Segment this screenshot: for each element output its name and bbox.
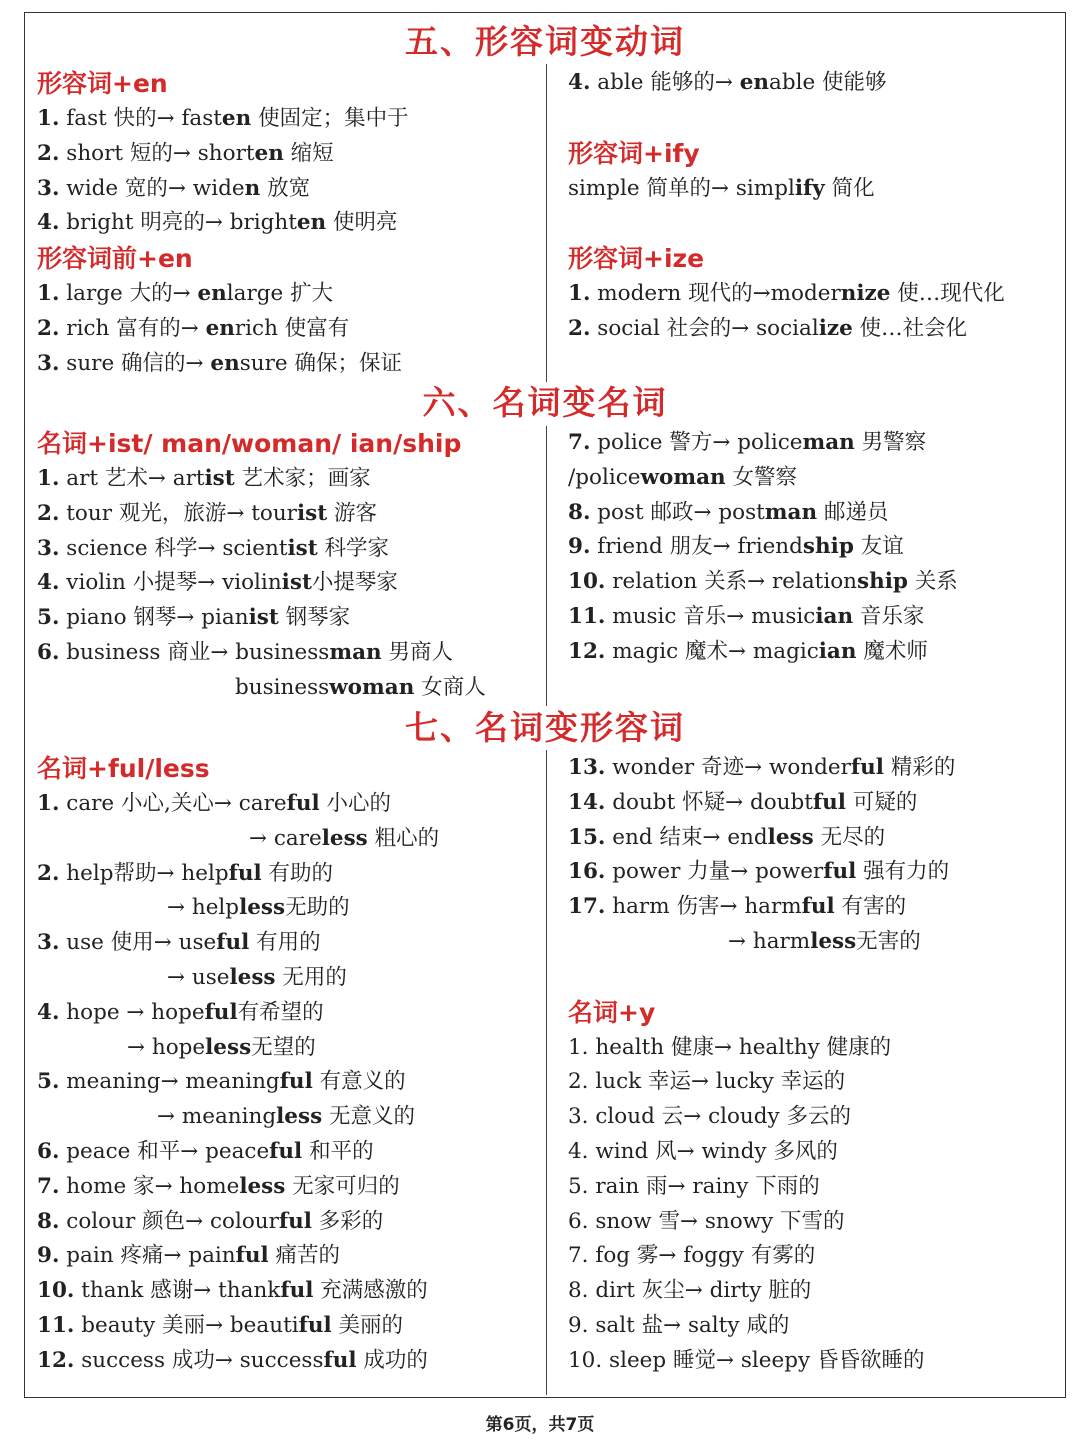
word-entry-continued: → careless 粗心的 [249, 825, 440, 851]
word-entry-continued: → useless 无用的 [167, 964, 347, 990]
column-divider [546, 750, 547, 1395]
word-entry: 10. relation 关系→ relationship 关系 [568, 569, 958, 595]
word-entry-continued: businesswoman 女商人 [235, 674, 486, 700]
word-entry: 1. fast 快的→ fasten 使固定；集中于 [37, 106, 409, 131]
word-entry-continued: → helpless无助的 [167, 895, 350, 921]
rule-heading: 形容词+en [37, 69, 168, 98]
word-entry: 11. beauty 美丽→ beautiful 美丽的 [37, 1312, 404, 1338]
word-entry: 10. sleep 睡觉→ sleepy 昏昏欲睡的 [568, 1347, 925, 1373]
word-entry: 2. luck 幸运→ lucky 幸运的 [568, 1069, 846, 1095]
section5-right-column [568, 66, 1063, 347]
spacer [568, 960, 1063, 995]
section-title: 五、形容词变动词 [405, 22, 685, 61]
word-entry: simple 简单的→ simplify 简化 [568, 175, 875, 201]
spacer [568, 206, 1063, 241]
word-entry: 1. health 健康→ healthy 健康的 [568, 1034, 892, 1060]
word-entry: 8. post 邮政→ postman 邮递员 [568, 499, 889, 525]
rule-heading: 名词+y [568, 997, 656, 1027]
word-entry: 4. wind 风→ windy 多风的 [568, 1138, 838, 1164]
section-title: 六、名词变名词 [422, 383, 668, 422]
word-entry: 9. friend 朋友→ friendship 友谊 [568, 534, 904, 560]
section5-left-column [37, 66, 542, 382]
word-entry: 1. modern 现代的→modernize 使…现代化 [568, 281, 1005, 307]
word-entry: 4. hope → hopeful有希望的 [37, 999, 324, 1025]
section7-left-column [37, 751, 542, 1379]
word-entry: 14. doubt 怀疑→ doubtful 可疑的 [568, 789, 918, 815]
word-entry: 17. harm 伤害→ harmful 有害的 [568, 894, 907, 920]
word-entry: 1. art 艺术→ artist 艺术家；画家 [37, 466, 371, 491]
word-entry-continued: /policewoman 女警察 [568, 464, 797, 490]
word-entry: 2. tour 观光，旅游→ tourist 游客 [37, 500, 378, 526]
word-entry: 6. peace 和平→ peaceful 和平的 [37, 1138, 374, 1164]
word-entry: 12. success 成功→ successful 成功的 [37, 1347, 428, 1373]
word-entry: 3. science 科学→ scientist 科学家 [37, 535, 390, 561]
rule-heading: 形容词前+en [37, 244, 193, 274]
word-entry: 4. violin 小提琴→ violinist小提琴家 [37, 570, 398, 596]
word-entry: 7. police 警方→ policeman 男警察 [568, 430, 927, 455]
word-entry: 6. business 商业→ businessman 男商人 [37, 639, 454, 665]
section6-right-column [568, 426, 1063, 670]
word-entry: 2. short 短的→ shorten 缩短 [37, 140, 334, 166]
word-entry: 3. wide 宽的→ widen 放宽 [37, 175, 311, 201]
word-entry: 4. able 能够的→ enable 使能够 [568, 70, 887, 95]
word-entry: 3. cloud 云→ cloudy 多云的 [568, 1104, 852, 1130]
section-title: 七、名词变形容词 [405, 708, 685, 747]
rule-heading: 名词+ful/less [37, 754, 210, 783]
spacer [568, 101, 1063, 136]
column-divider [546, 426, 547, 706]
word-entry: 2. social 社会的→ socialize 使…社会化 [568, 315, 968, 341]
word-entry: 2. rich 富有的→ enrich 使富有 [37, 315, 350, 341]
word-entry-continued: → harmless无害的 [728, 928, 921, 954]
word-entry: 8. colour 颜色→ colourful 多彩的 [37, 1208, 384, 1234]
word-entry-continued: → hopeless无望的 [127, 1034, 316, 1060]
rule-heading: 形容词+ify [568, 138, 700, 168]
word-entry: 12. magic 魔术→ magician 魔术师 [568, 638, 928, 664]
word-entry: 3. sure 确信的→ ensure 确保；保证 [37, 350, 402, 376]
rule-heading: 形容词+ize [568, 244, 705, 274]
section6-left-column [37, 426, 542, 706]
word-entry: 5. meaning→ meaningful 有意义的 [37, 1069, 406, 1095]
word-entry: 8. dirt 灰尘→ dirty 脏的 [568, 1278, 812, 1304]
word-entry: 4. bright 明亮的→ brighten 使明亮 [37, 210, 398, 236]
word-entry: 10. thank 感谢→ thankful 充满感激的 [37, 1278, 428, 1304]
rule-heading: 名词+ist/ man/woman/ ian/ship [37, 429, 462, 458]
word-entry-continued: → meaningless 无意义的 [157, 1104, 416, 1130]
page-footer: 第6页，共7页 [485, 1415, 595, 1435]
word-entry: 11. music 音乐→ musician 音乐家 [568, 603, 925, 629]
word-entry: 15. end 结束→ endless 无尽的 [568, 824, 886, 850]
word-entry: 1. large 大的→ enlarge 扩大 [37, 281, 334, 307]
word-entry: 16. power 力量→ powerful 强有力的 [568, 859, 950, 885]
word-entry: 3. use 使用→ useful 有用的 [37, 930, 321, 956]
word-entry: 9. pain 疼痛→ painful 痛苦的 [37, 1243, 341, 1269]
section7-right-column [568, 751, 1063, 1379]
word-entry: 5. piano 钢琴→ pianist 钢琴家 [37, 605, 351, 631]
word-entry: 1. care 小心,关心→ careful 小心的 [37, 791, 392, 816]
word-entry: 7. home 家→ homeless 无家可归的 [37, 1173, 400, 1199]
column-divider [546, 64, 547, 382]
word-entry: 13. wonder 奇迹→ wonderful 精彩的 [568, 755, 956, 780]
word-entry: 2. help帮助→ helpful 有助的 [37, 860, 334, 886]
word-entry: 7. fog 雾→ foggy 有雾的 [568, 1243, 816, 1269]
word-entry: 5. rain 雨→ rainy 下雨的 [568, 1173, 820, 1199]
word-entry: 9. salt 盐→ salty 咸的 [568, 1312, 790, 1338]
word-entry: 6. snow 雪→ snowy 下雪的 [568, 1208, 845, 1234]
